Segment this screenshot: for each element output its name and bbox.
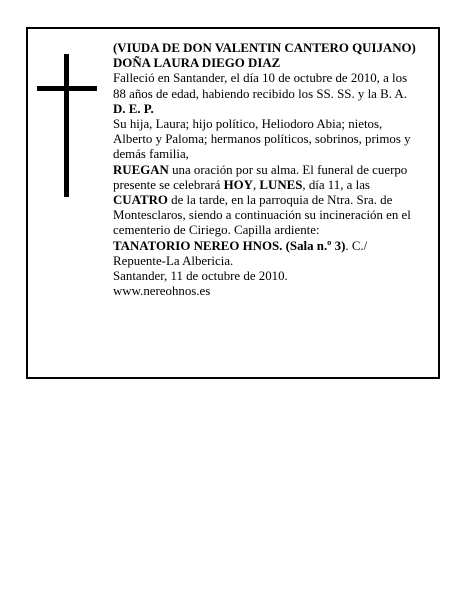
rip-line: D. E. P. <box>113 101 154 116</box>
hour-word: CUATRO <box>113 193 168 208</box>
cross-horizontal-bar <box>37 86 97 91</box>
cross-icon <box>37 54 97 197</box>
death-info: Falleció en Santander, el día 10 de octubre de 2010, a los 88 años de edad, habiendo recibido los SS. SS. y la B. A. <box>113 71 408 101</box>
today-word: HOY <box>223 177 253 192</box>
date-line: Santander, 11 de octubre de 2010. <box>113 269 288 284</box>
request-word: RUEGAN <box>113 162 169 177</box>
funeral-home-line <box>113 239 423 269</box>
weekday-word: LUNES <box>259 177 303 192</box>
widow-line: (VIUDA DE DON VALENTIN CANTERO QUIJANO) <box>113 41 416 55</box>
cross-vertical-bar <box>64 54 69 197</box>
request-text-2: , día 11, a las <box>302 177 370 192</box>
address: . C./ Repuente-La Albericia. <box>113 238 368 268</box>
funeral-home: TANATORIO NEREO HNOS. (Sala n.º 3) <box>113 238 346 253</box>
request-text-1: una oración por su alma. El funeral de cuerpo presente se celebrará <box>113 162 408 192</box>
request-text-3: de la tarde, en la parroquia de Ntra. Sra. de Montesclaros, siendo a continuación su incineración en el cementerio de Ciriego. Capilla ardiente: <box>113 193 411 238</box>
comma-1: , <box>252 177 260 192</box>
deceased-name: DOÑA LAURA DIEGO DIAZ <box>113 56 281 71</box>
family-list: Su hija, Laura; hijo político, Heliodoro Abia; nietos, Alberto y Paloma; hermanos políticos, sobrinos, primos y demás familia, <box>113 117 411 162</box>
funeral-request <box>113 163 423 239</box>
notice-text <box>113 41 423 299</box>
website: www.nereohnos.es <box>113 284 211 299</box>
